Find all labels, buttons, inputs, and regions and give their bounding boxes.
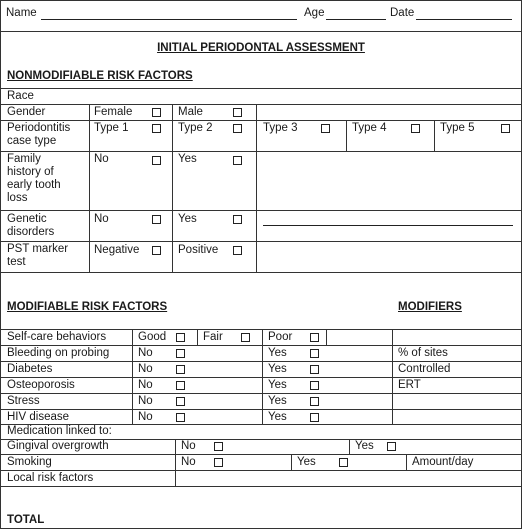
gender-row [1,105,521,121]
good-label: Good [138,331,167,343]
bleeding-label: Bleeding on probing [7,347,110,359]
osteoporosis-yes-checkbox[interactable] [310,381,319,390]
male-checkbox[interactable] [233,108,242,117]
smoking-row [1,455,521,471]
type-4-checkbox[interactable] [411,124,420,133]
stress-yes-checkbox[interactable] [310,397,319,406]
bleeding-row [1,346,521,362]
bleeding-no-label: No [138,347,153,359]
periodontitis-label: Periodontitis case type [7,122,71,147]
gender-label: Gender [7,106,46,118]
type-2-checkbox[interactable] [233,124,242,133]
family-history-label: Family history of early tooth loss [7,153,61,204]
genetic-detail-line[interactable] [263,214,513,226]
type-5-checkbox[interactable] [501,124,510,133]
female-checkbox[interactable] [152,108,161,117]
fair-checkbox[interactable] [241,333,250,342]
gingival-no-label: No [181,440,196,452]
family-no-label: No [94,153,109,165]
diabetes-yes-checkbox[interactable] [310,365,319,374]
genetic-yes-label: Yes [178,213,197,225]
osteoporosis-yes-label: Yes [268,379,287,391]
controlled-label: Controlled [398,363,451,375]
osteoporosis-no-checkbox[interactable] [176,381,185,390]
diabetes-label: Diabetes [7,363,53,375]
local-risk-label: Local risk factors [7,472,94,484]
pst-negative-checkbox[interactable] [152,246,161,255]
stress-row [1,394,521,410]
modifiers-heading: MODIFIERS [398,301,462,313]
smoking-yes-label: Yes [297,456,316,468]
type-3-checkbox[interactable] [321,124,330,133]
family-no-checkbox[interactable] [152,156,161,165]
date-field[interactable] [416,8,512,20]
stress-yes-label: Yes [268,395,287,407]
genetic-yes-checkbox[interactable] [233,215,242,224]
local-risk-row [1,471,521,487]
poor-checkbox[interactable] [310,333,319,342]
genetic-label: Genetic disorders [7,213,55,238]
good-checkbox[interactable] [176,333,185,342]
name-field[interactable] [41,8,297,20]
type-3-label: Type 3 [263,122,298,134]
diabetes-yes-label: Yes [268,363,287,375]
ert-label: ERT [398,379,421,391]
hiv-label: HIV disease [7,411,70,423]
bleeding-yes-checkbox[interactable] [310,349,319,358]
stress-label: Stress [7,395,40,407]
genetic-no-checkbox[interactable] [152,215,161,224]
gingival-no-checkbox[interactable] [214,442,223,451]
modifiable-heading: MODIFIABLE RISK FACTORS [7,301,168,313]
age-label: Age [304,7,325,19]
bleeding-yes-label: Yes [268,347,287,359]
race-row [1,89,521,105]
diabetes-no-checkbox[interactable] [176,365,185,374]
female-label: Female [94,106,133,118]
age-field[interactable] [326,8,386,20]
hiv-yes-checkbox[interactable] [310,413,319,422]
bleeding-no-checkbox[interactable] [176,349,185,358]
family-yes-label: Yes [178,153,197,165]
selfcare-row [1,330,521,346]
pst-positive-checkbox[interactable] [233,246,242,255]
amount-per-day-label: Amount/day [412,456,474,468]
genetic-row [1,211,521,242]
male-label: Male [178,106,203,118]
gingival-yes-label: Yes [355,440,374,452]
stress-no-checkbox[interactable] [176,397,185,406]
smoking-label: Smoking [7,456,52,468]
genetic-no-label: No [94,213,109,225]
form-title: INITIAL PERIODONTAL ASSESSMENT [157,42,365,54]
nonmodifiable-heading: NONMODIFIABLE RISK FACTORS [7,70,193,82]
family-history-row [1,152,521,211]
hiv-row [1,410,521,425]
header-row [1,1,521,32]
medication-label: Medication linked to: [7,425,112,437]
name-label: Name [6,7,37,19]
date-label: Date [390,7,415,19]
gingival-row [1,440,521,455]
osteoporosis-row [1,378,521,394]
fair-label: Fair [203,331,223,343]
percent-sites-label: % of sites [398,347,448,359]
hiv-no-label: No [138,411,153,423]
medication-row [1,425,521,440]
pst-negative-label: Negative [94,244,140,256]
type-1-checkbox[interactable] [152,124,161,133]
osteoporosis-no-label: No [138,379,153,391]
race-label: Race [7,90,34,102]
selfcare-label: Self-care behaviors [7,331,107,343]
pst-positive-label: Positive [178,244,219,256]
smoking-no-label: No [181,456,196,468]
type-5-label: Type 5 [440,122,475,134]
total-label: TOTAL [7,514,45,526]
stress-no-label: No [138,395,153,407]
gingival-label: Gingival overgrowth [7,440,109,452]
hiv-no-checkbox[interactable] [176,413,185,422]
smoking-no-checkbox[interactable] [214,458,223,467]
pst-label: PST marker test [7,243,69,268]
type-4-label: Type 4 [352,122,387,134]
type-2-label: Type 2 [178,122,213,134]
osteoporosis-label: Osteoporosis [7,379,75,391]
hiv-yes-label: Yes [268,411,287,423]
diabetes-no-label: No [138,363,153,375]
smoking-yes-checkbox[interactable] [339,458,348,467]
diabetes-row [1,362,521,378]
poor-label: Poor [268,331,293,343]
pst-row [1,242,521,273]
type-1-label: Type 1 [94,122,129,134]
gingival-yes-checkbox[interactable] [387,442,396,451]
periodontitis-row [1,121,521,152]
family-yes-checkbox[interactable] [233,156,242,165]
